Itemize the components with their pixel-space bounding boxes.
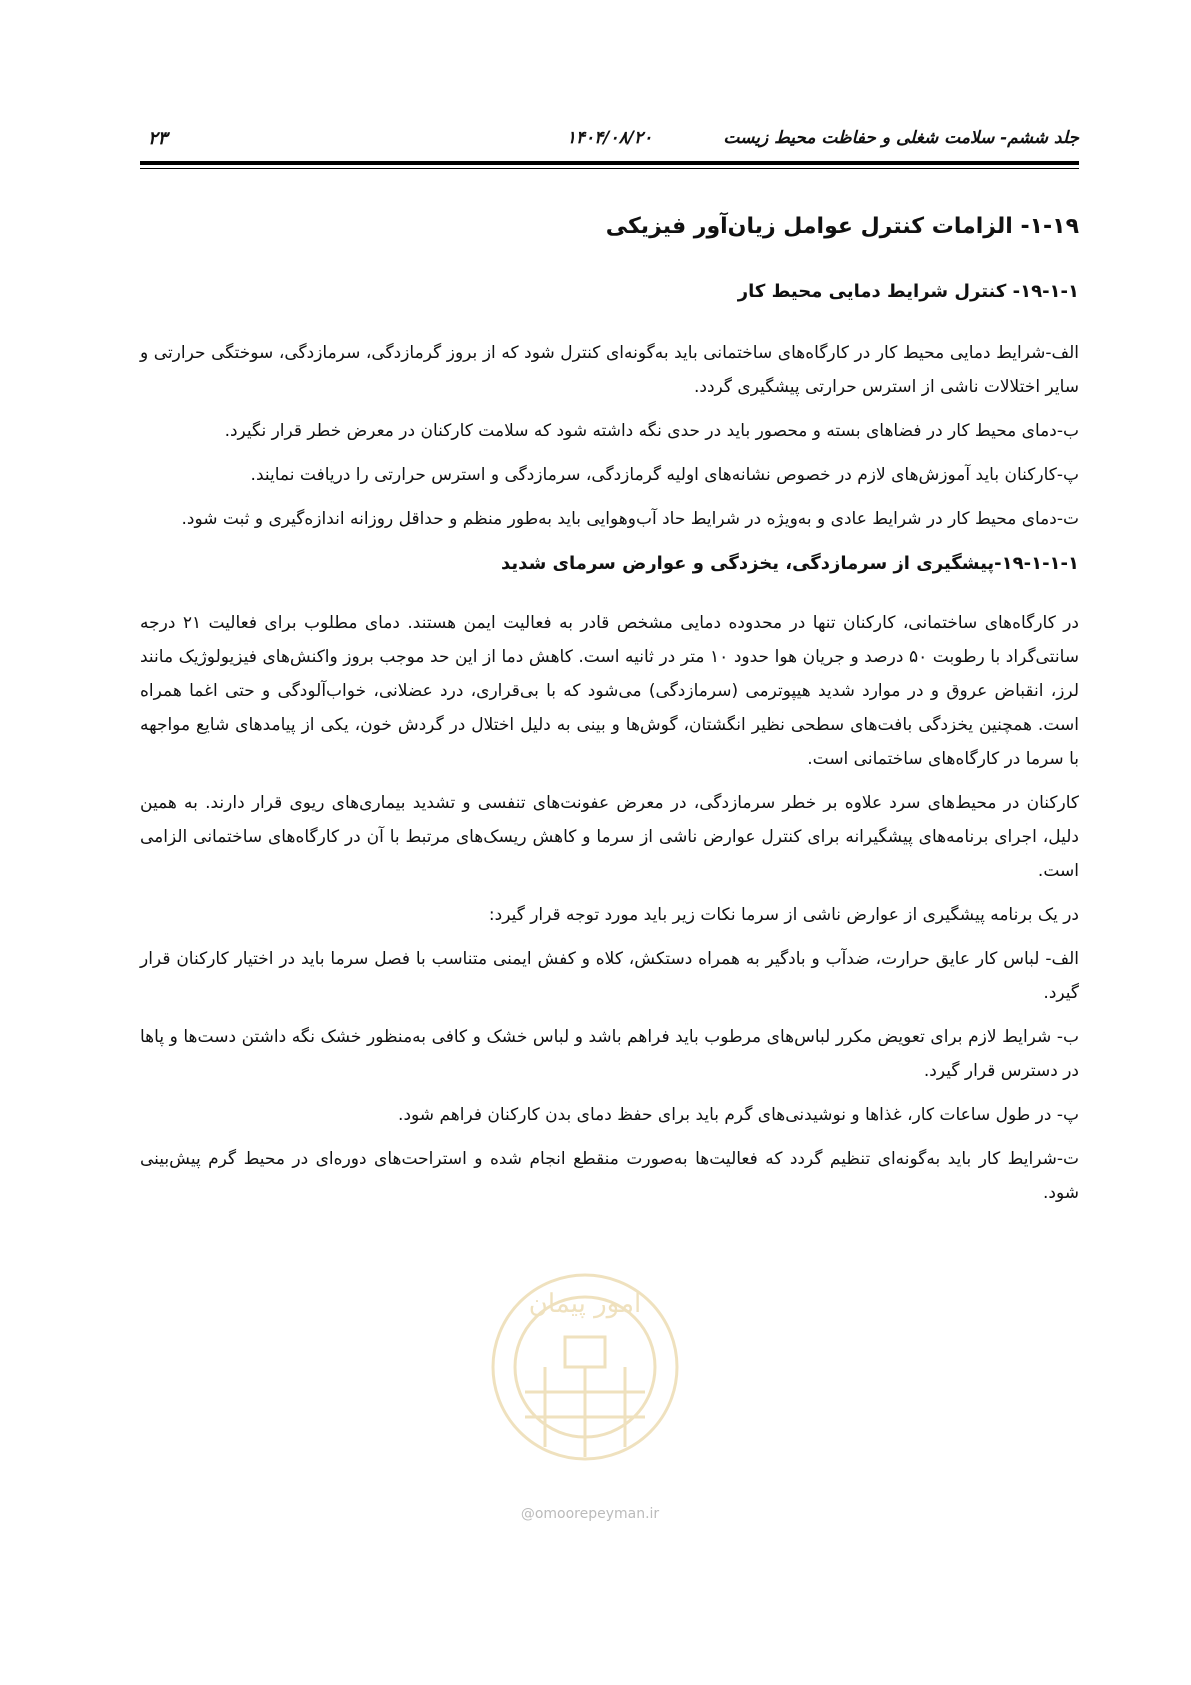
paragraph-te-1: ت-دمای محیط کار در شرایط عادی و به‌ویژه در شرایط حاد آب‌وهوایی باید به‌طور منظم و حداقل روزانه اندازه‌گیری و ثبت شود. (181, 509, 1079, 529)
paragraph-te-2: ت-شرایط کار باید به‌گونه‌ای تنظیم گردد که فعالیت‌ها به‌صورت منقطع انجام شده و استراحت‌های دوره‌ای در محیط گرم پیش‌بینی شود. (140, 1149, 1079, 1203)
paragraph-respiratory: کارکنان در محیط‌های سرد علاوه بر خطر سرمازدگی، در معرض عفونت‌های تنفسی و تشدید بیماری‌های ریوی قرار دارند. به همین دلیل، اجرای برنامه‌های پیشگیرانه برای کنترل عوارض ناشی از سرما و کاهش ریسک‌های مرتبط با آن در کارگاه‌های ساختمانی الزامی است. (140, 793, 1079, 881)
header-rule-thin (140, 168, 1079, 169)
section-heading-1-1-1: ۱۹-۱-۱-۱-پیشگیری از سرمازدگی، یخزدگی و عوارض سرمای شدید (501, 553, 1079, 574)
page-content (140, 212, 1079, 1220)
header-volume-title: جلد ششم- سلامت شغلی و حفاظت محیط زیست (723, 128, 1079, 148)
paragraph-be-2: ب- شرایط لازم برای تعویض مکرر لباس‌های مرطوب باید فراهم باشد و لباس خشک و کافی به‌منظور خشک نگه داشتن دست‌ها و پاها در دسترس قرار گیرد. (140, 1027, 1079, 1081)
paragraph-alef-2: الف- لباس کار عایق حرارت، ضدآب و بادگیر به همراه دستکش، کلاه و کفش ایمنی متناسب با فصل سرما باید در اختیار کارکنان قرار گیرد. (140, 949, 1079, 1003)
page-number: ۲۳ (148, 128, 168, 149)
watermark-logo-text: امور پیمان (528, 1289, 642, 1319)
paragraph-pe-1: پ-کارکنان باید آموزش‌های لازم در خصوص نشانه‌های اولیه گرمازدگی، سرمازدگی و استرس حرارتی را دریافت نمایند. (250, 465, 1079, 485)
header-rule-thick (140, 161, 1079, 165)
watermark-logo-icon (485, 1242, 685, 1492)
paragraph-intro-cold: در کارگاه‌های ساختمانی، کارکنان تنها در محدوده دمایی مشخص قادر به فعالیت ایمن هستند. دمای مطلوب برای فعالیت ۲۱ درجه سانتی‌گراد با رطوبت ۵۰ درصد و جریان هوا حدود ۱۰ متر در ثانیه است. کاهش دما از این حد موجب بروز واکنش‌های فیزیولوژیک مانند لرز، انقباض عروق و در موارد شدید هیپوترمی (سرمازدگی) می‌شود که با بی‌قراری، درد عضلانی، خواب‌آلودگی و حتی اغما همراه است. همچنین یخزدگی بافت‌های سطحی نظیر انگشتان، گوش‌ها و بینی به دلیل اختلال در گردش خون، یکی از پیامدهای شایع مواجهه با سرما در کارگاه‌های ساختمانی است. (140, 613, 1080, 769)
header-date: ۱۴۰۴/۰۸/۲۰ (566, 128, 653, 148)
section-heading-main: ۱-۱۹- الزامات کنترل عوامل زیان‌آور فیزیکی (605, 214, 1079, 239)
paragraph-alef-1: الف-شرایط دمایی محیط کار در کارگاه‌های ساختمانی باید به‌گونه‌ای کنترل شود که از بروز گرمازدگی، سرمازدگی، سوختگی حرارتی و سایر اختلالات ناشی از استرس حرارتی پیشگیری گردد. (140, 343, 1079, 397)
watermark-site: @omoorepeyman.ir (520, 1506, 660, 1522)
section-heading-1-1: ۱۹-۱-۱- کنترل شرایط دمایی محیط کار (737, 281, 1079, 302)
paragraph-be-1: ب-دمای محیط کار در فضاهای بسته و محصور باید در حدی نگه داشته شود که سلامت کارکنان در معرض خطر قرار نگیرد. (224, 421, 1079, 441)
paragraph-pe-2: پ- در طول ساعات کار، غذاها و نوشیدنی‌های گرم باید برای حفظ دمای بدن کارکنان فراهم شود. (398, 1105, 1079, 1125)
paragraph-list-intro: در یک برنامه پیشگیری از عوارض ناشی از سرما نکات زیر باید مورد توجه قرار گیرد: (488, 905, 1079, 925)
page-header (140, 122, 1079, 156)
